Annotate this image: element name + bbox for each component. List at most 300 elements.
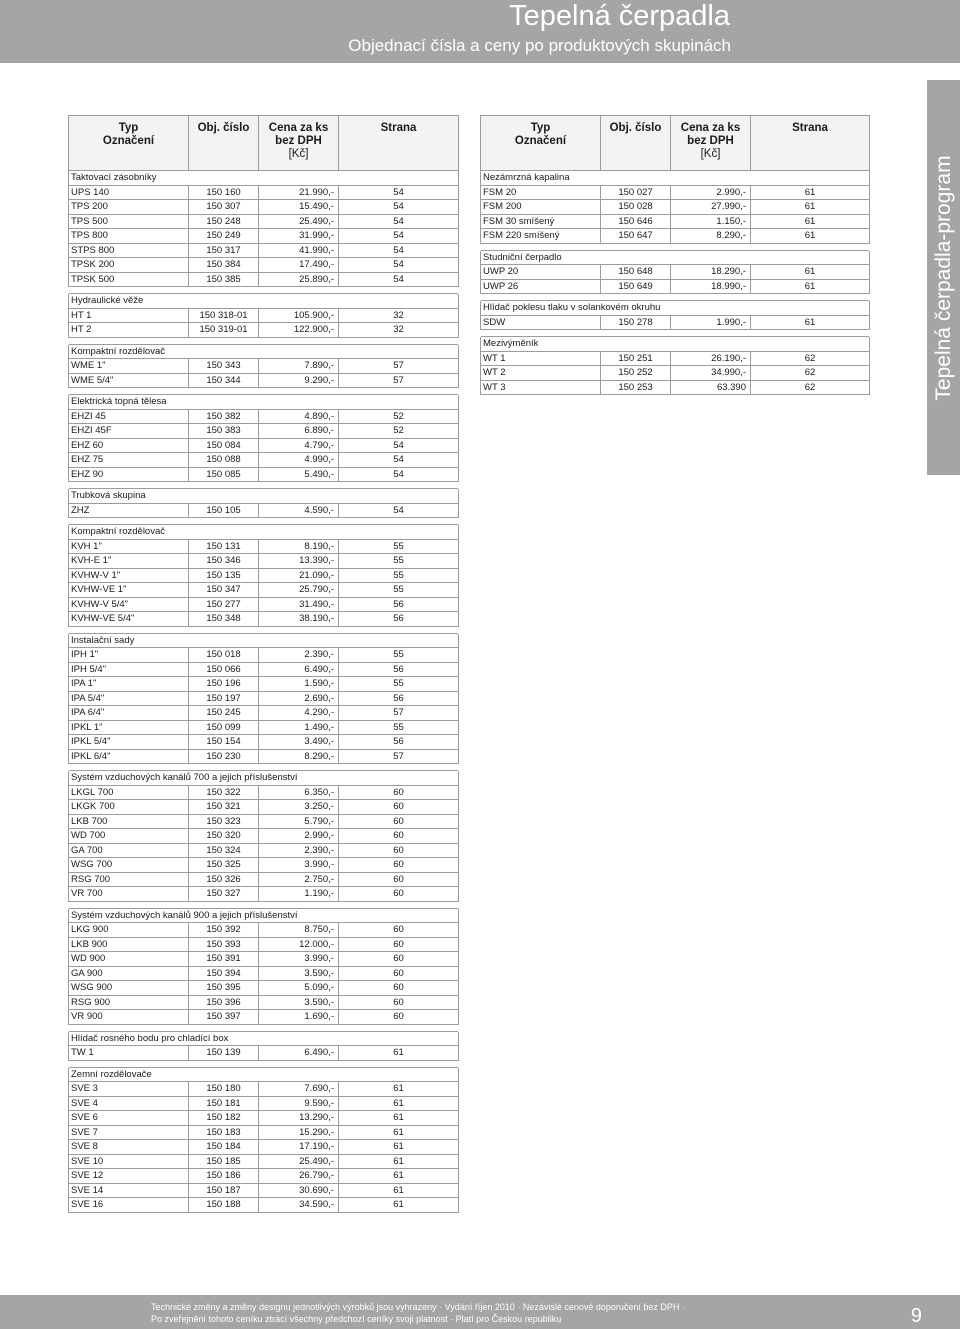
table-row xyxy=(69,272,459,287)
group-spacer xyxy=(481,243,870,250)
cell-price: 6.490,- xyxy=(259,662,339,677)
cell-price: 3.590,- xyxy=(259,966,339,981)
cell-type: SVE 6 xyxy=(69,1111,189,1126)
table-row xyxy=(69,1169,459,1184)
cell-type: SVE 16 xyxy=(69,1198,189,1213)
cell-type: WSG 900 xyxy=(69,981,189,996)
cell-type: IPKL 6/4" xyxy=(69,749,189,764)
cell-obj-number: 150 088 xyxy=(189,453,259,468)
right-price-table xyxy=(480,115,870,395)
cell-page: 54 xyxy=(339,438,459,453)
table-row xyxy=(481,214,870,229)
cell-page: 32 xyxy=(339,308,459,323)
table-row xyxy=(69,1198,459,1213)
cell-page: 60 xyxy=(339,843,459,858)
cell-price: 17.190,- xyxy=(259,1140,339,1155)
table-row xyxy=(69,323,459,338)
cell-type: KVHW-V 1" xyxy=(69,568,189,583)
group-title: Zemní rozdělovače xyxy=(69,1067,459,1082)
table-row xyxy=(69,1096,459,1111)
cell-obj-number: 150 197 xyxy=(189,691,259,706)
table-row xyxy=(69,829,459,844)
table-row xyxy=(69,814,459,829)
cell-type: KVHW-VE 1" xyxy=(69,583,189,598)
table-header xyxy=(69,116,459,171)
cell-page: 55 xyxy=(339,720,459,735)
group-spacer xyxy=(69,518,459,525)
cell-price: 1.690,- xyxy=(259,1010,339,1025)
table-row xyxy=(69,937,459,952)
group-spacer xyxy=(481,294,870,301)
table-row xyxy=(481,185,870,200)
cell-price: 3.990,- xyxy=(259,858,339,873)
cell-obj-number: 150 251 xyxy=(601,351,671,366)
cell-obj-number: 150 396 xyxy=(189,995,259,1010)
table-row xyxy=(481,200,870,215)
group-title-row xyxy=(69,344,459,359)
cell-page: 60 xyxy=(339,858,459,873)
group-title: Hlídač rosného bodu pro chladící box xyxy=(69,1031,459,1046)
cell-price: 2.990,- xyxy=(259,829,339,844)
cell-type: KVHW-VE 5/4" xyxy=(69,612,189,627)
cell-page: 54 xyxy=(339,453,459,468)
cell-page: 60 xyxy=(339,1010,459,1025)
cell-obj-number: 150 320 xyxy=(189,829,259,844)
cell-page: 60 xyxy=(339,937,459,952)
table-header xyxy=(481,116,870,171)
cell-page: 61 xyxy=(339,1183,459,1198)
group-title: Hlídač poklesu tlaku v solankovém okruhu xyxy=(481,301,870,316)
cell-type: TPSK 200 xyxy=(69,258,189,273)
cell-obj-number: 150 277 xyxy=(189,597,259,612)
group-title-row xyxy=(481,337,870,352)
cell-obj-number: 150 347 xyxy=(189,583,259,598)
cell-obj-number: 150 185 xyxy=(189,1154,259,1169)
table-row xyxy=(69,858,459,873)
cell-price: 3.250,- xyxy=(259,800,339,815)
cell-page: 61 xyxy=(339,1198,459,1213)
cell-obj-number: 150 397 xyxy=(189,1010,259,1025)
cell-type: IPH 1" xyxy=(69,648,189,663)
cell-obj-number: 150 382 xyxy=(189,409,259,424)
cell-type: FSM 200 xyxy=(481,200,601,215)
cell-price: 9.590,- xyxy=(259,1096,339,1111)
cell-page: 61 xyxy=(339,1140,459,1155)
cell-obj-number: 150 028 xyxy=(601,200,671,215)
cell-price: 7.690,- xyxy=(259,1082,339,1097)
cell-obj-number: 150 327 xyxy=(189,887,259,902)
cell-price: 13.290,- xyxy=(259,1111,339,1126)
cell-obj-number: 150 245 xyxy=(189,706,259,721)
cell-page: 54 xyxy=(339,214,459,229)
cell-obj-number: 150 131 xyxy=(189,539,259,554)
cell-page: 54 xyxy=(339,229,459,244)
col-type: Typ Označení xyxy=(481,116,601,171)
group-title: Taktovací zásobníky xyxy=(69,171,459,186)
cell-obj-number: 150 346 xyxy=(189,554,259,569)
cell-type: WSG 700 xyxy=(69,858,189,873)
table-row xyxy=(69,453,459,468)
table-row xyxy=(69,995,459,1010)
footer-note-1: Technické změny a změny designu jednotlivých výrobků jsou vyhrazeny · Vydání říjen 2010 · Nezávislé cenové doporučení bez DPH · xyxy=(151,1302,685,1312)
cell-type: LKG 900 xyxy=(69,923,189,938)
cell-page: 61 xyxy=(339,1111,459,1126)
cell-page: 55 xyxy=(339,648,459,663)
cell-price: 27.990,- xyxy=(671,200,751,215)
table-row xyxy=(69,662,459,677)
cell-type: TPS 800 xyxy=(69,229,189,244)
table-row xyxy=(69,872,459,887)
cell-price: 25.790,- xyxy=(259,583,339,598)
table-row xyxy=(69,1125,459,1140)
cell-price: 4.990,- xyxy=(259,453,339,468)
cell-price: 105.900,- xyxy=(259,308,339,323)
group-title-row xyxy=(69,489,459,504)
table-row xyxy=(69,843,459,858)
cell-page: 52 xyxy=(339,424,459,439)
cell-type: WT 2 xyxy=(481,366,601,381)
cell-obj-number: 150 343 xyxy=(189,359,259,374)
page-footer xyxy=(0,1295,960,1329)
table-row xyxy=(69,720,459,735)
cell-type: EHZ 60 xyxy=(69,438,189,453)
cell-price: 34.590,- xyxy=(259,1198,339,1213)
group-title-row xyxy=(69,908,459,923)
cell-price: 25.490,- xyxy=(259,1154,339,1169)
cell-page: 61 xyxy=(751,200,870,215)
group-spacer xyxy=(69,287,459,294)
cell-page: 57 xyxy=(339,706,459,721)
cell-price: 26.190,- xyxy=(671,351,751,366)
cell-price: 5.490,- xyxy=(259,467,339,482)
table-row xyxy=(69,735,459,750)
cell-page: 61 xyxy=(339,1046,459,1061)
cell-type: SVE 3 xyxy=(69,1082,189,1097)
cell-type: WME 5/4" xyxy=(69,373,189,388)
group-title: Systém vzduchových kanálů 900 a jejich příslušenství xyxy=(69,908,459,923)
cell-price: 12.000,- xyxy=(259,937,339,952)
cell-price: 21.990,- xyxy=(259,185,339,200)
cell-type: KVH-E 1" xyxy=(69,554,189,569)
cell-obj-number: 150 249 xyxy=(189,229,259,244)
cell-obj-number: 150 395 xyxy=(189,981,259,996)
table-row xyxy=(481,366,870,381)
cell-obj-number: 150 183 xyxy=(189,1125,259,1140)
table-row xyxy=(69,1082,459,1097)
cell-price: 3.590,- xyxy=(259,995,339,1010)
table-row xyxy=(69,424,459,439)
cell-price: 4.790,- xyxy=(259,438,339,453)
cell-obj-number: 150 248 xyxy=(189,214,259,229)
group-title-row xyxy=(481,250,870,265)
cell-price: 18.990,- xyxy=(671,279,751,294)
table-row xyxy=(69,612,459,627)
footer-note-2: Po zveřejnění tohoto ceníku ztrácí všechny předchozí ceníky svoji platnost · Platí pro Českou republiku xyxy=(151,1314,562,1324)
cell-obj-number: 150 187 xyxy=(189,1183,259,1198)
table-row xyxy=(69,467,459,482)
table-row xyxy=(69,568,459,583)
cell-type: GA 900 xyxy=(69,966,189,981)
group-spacer xyxy=(69,1060,459,1067)
cell-price: 1.590,- xyxy=(259,677,339,692)
table-row xyxy=(69,691,459,706)
cell-page: 61 xyxy=(339,1082,459,1097)
cell-obj-number: 150 181 xyxy=(189,1096,259,1111)
cell-page: 54 xyxy=(339,185,459,200)
table-row xyxy=(69,887,459,902)
cell-type: HT 1 xyxy=(69,308,189,323)
cell-obj-number: 150 085 xyxy=(189,467,259,482)
cell-type: TW 1 xyxy=(69,1046,189,1061)
cell-page: 60 xyxy=(339,814,459,829)
cell-price: 7.890,- xyxy=(259,359,339,374)
cell-price: 8.190,- xyxy=(259,539,339,554)
cell-obj-number: 150 105 xyxy=(189,503,259,518)
cell-price: 2.990,- xyxy=(671,185,751,200)
cell-type: UPS 140 xyxy=(69,185,189,200)
col-price: Cena za ks bez DPH [Kč] xyxy=(259,116,339,171)
table-row xyxy=(69,200,459,215)
table-row xyxy=(69,554,459,569)
cell-price: 34.990,- xyxy=(671,366,751,381)
page-title: Tepelná čerpadla xyxy=(509,0,730,32)
cell-page: 61 xyxy=(751,315,870,330)
cell-page: 57 xyxy=(339,373,459,388)
cell-type: SVE 8 xyxy=(69,1140,189,1155)
table-row xyxy=(69,308,459,323)
table-row xyxy=(481,265,870,280)
table-row xyxy=(481,279,870,294)
cell-obj-number: 150 322 xyxy=(189,785,259,800)
col-obj: Obj. číslo xyxy=(189,116,259,171)
cell-page: 57 xyxy=(339,359,459,374)
cell-obj-number: 150 647 xyxy=(601,229,671,244)
cell-obj-number: 150 196 xyxy=(189,677,259,692)
cell-page: 62 xyxy=(751,366,870,381)
cell-type: SVE 10 xyxy=(69,1154,189,1169)
group-title: Studniční čerpadlo xyxy=(481,250,870,265)
cell-price: 9.290,- xyxy=(259,373,339,388)
cell-type: UWP 20 xyxy=(481,265,601,280)
cell-price: 41.990,- xyxy=(259,243,339,258)
cell-page: 54 xyxy=(339,272,459,287)
cell-obj-number: 150 383 xyxy=(189,424,259,439)
cell-obj-number: 150 384 xyxy=(189,258,259,273)
cell-page: 61 xyxy=(339,1096,459,1111)
cell-type: LKB 900 xyxy=(69,937,189,952)
cell-obj-number: 150 018 xyxy=(189,648,259,663)
col-type: Typ Označení xyxy=(69,116,189,171)
table-row xyxy=(69,800,459,815)
group-title: Hydraulické věže xyxy=(69,294,459,309)
cell-page: 54 xyxy=(339,467,459,482)
cell-price: 8.290,- xyxy=(671,229,751,244)
group-spacer xyxy=(69,482,459,489)
cell-obj-number: 150 099 xyxy=(189,720,259,735)
cell-price: 25.890,- xyxy=(259,272,339,287)
cell-obj-number: 150 325 xyxy=(189,858,259,873)
page-subtitle: Objednací čísla a ceny po produktových skupinách xyxy=(348,36,731,55)
cell-obj-number: 150 182 xyxy=(189,1111,259,1126)
cell-type: IPH 5/4" xyxy=(69,662,189,677)
group-title: Kompaktní rozdělovač xyxy=(69,344,459,359)
col-obj: Obj. číslo xyxy=(601,116,671,171)
table-row xyxy=(69,438,459,453)
cell-type: RSG 700 xyxy=(69,872,189,887)
cell-obj-number: 150 186 xyxy=(189,1169,259,1184)
table-row xyxy=(69,1183,459,1198)
cell-page: 56 xyxy=(339,735,459,750)
cell-type: IPA 5/4" xyxy=(69,691,189,706)
cell-page: 52 xyxy=(339,409,459,424)
col-page: Strana xyxy=(339,116,459,171)
cell-obj-number: 150 066 xyxy=(189,662,259,677)
cell-page: 55 xyxy=(339,539,459,554)
cell-obj-number: 150 392 xyxy=(189,923,259,938)
cell-obj-number: 150 252 xyxy=(601,366,671,381)
cell-page: 60 xyxy=(339,829,459,844)
group-title: Instalační sady xyxy=(69,633,459,648)
cell-type: UWP 26 xyxy=(481,279,601,294)
cell-obj-number: 150 180 xyxy=(189,1082,259,1097)
cell-price: 4.590,- xyxy=(259,503,339,518)
group-title-row xyxy=(481,171,870,186)
cell-obj-number: 150 027 xyxy=(601,185,671,200)
cell-page: 56 xyxy=(339,662,459,677)
cell-price: 15.490,- xyxy=(259,200,339,215)
cell-obj-number: 150 326 xyxy=(189,872,259,887)
cell-page: 57 xyxy=(339,749,459,764)
cell-page: 54 xyxy=(339,503,459,518)
cell-page: 55 xyxy=(339,554,459,569)
cell-price: 4.890,- xyxy=(259,409,339,424)
cell-price: 1.490,- xyxy=(259,720,339,735)
cell-price: 2.390,- xyxy=(259,648,339,663)
cell-type: EHZI 45F xyxy=(69,424,189,439)
cell-type: EHZ 90 xyxy=(69,467,189,482)
table-row xyxy=(69,677,459,692)
group-title: Systém vzduchových kanálů 700 a jejich příslušenství xyxy=(69,771,459,786)
table-row xyxy=(69,706,459,721)
cell-price: 8.750,- xyxy=(259,923,339,938)
table-row xyxy=(69,373,459,388)
table-row xyxy=(481,315,870,330)
cell-price: 3.490,- xyxy=(259,735,339,750)
group-title: Elektrická topná tělesa xyxy=(69,395,459,410)
cell-type: SVE 7 xyxy=(69,1125,189,1140)
cell-page: 32 xyxy=(339,323,459,338)
group-spacer xyxy=(69,388,459,395)
cell-type: VR 900 xyxy=(69,1010,189,1025)
group-title-row xyxy=(481,301,870,316)
cell-type: SVE 12 xyxy=(69,1169,189,1184)
group-spacer xyxy=(69,1024,459,1031)
cell-page: 61 xyxy=(339,1154,459,1169)
group-spacer xyxy=(69,764,459,771)
cell-obj-number: 150 135 xyxy=(189,568,259,583)
cell-type: WME 1" xyxy=(69,359,189,374)
cell-obj-number: 150 230 xyxy=(189,749,259,764)
table-row xyxy=(69,1111,459,1126)
cell-obj-number: 150 139 xyxy=(189,1046,259,1061)
cell-type: FSM 20 xyxy=(481,185,601,200)
cell-obj-number: 150 646 xyxy=(601,214,671,229)
table-row xyxy=(69,648,459,663)
cell-page: 61 xyxy=(339,1125,459,1140)
cell-type: EHZ 75 xyxy=(69,453,189,468)
table-row xyxy=(69,583,459,598)
page-number: 9 xyxy=(910,1305,922,1327)
cell-obj-number: 150 317 xyxy=(189,243,259,258)
cell-type: SVE 14 xyxy=(69,1183,189,1198)
cell-obj-number: 150 318-01 xyxy=(189,308,259,323)
group-spacer xyxy=(69,901,459,908)
group-spacer xyxy=(69,626,459,633)
cell-page: 61 xyxy=(339,1169,459,1184)
table-row xyxy=(69,1046,459,1061)
cell-page: 56 xyxy=(339,597,459,612)
group-spacer xyxy=(481,330,870,337)
cell-price: 6.490,- xyxy=(259,1046,339,1061)
cell-type: SVE 4 xyxy=(69,1096,189,1111)
cell-price: 2.390,- xyxy=(259,843,339,858)
cell-type: FSM 220 smíšený xyxy=(481,229,601,244)
cell-type: RSG 900 xyxy=(69,995,189,1010)
cell-type: TPS 500 xyxy=(69,214,189,229)
table-row xyxy=(69,229,459,244)
cell-price: 13.390,- xyxy=(259,554,339,569)
cell-page: 61 xyxy=(751,279,870,294)
cell-page: 54 xyxy=(339,258,459,273)
cell-type: IPKL 5/4" xyxy=(69,735,189,750)
cell-type: LKGL 700 xyxy=(69,785,189,800)
table-row xyxy=(69,923,459,938)
cell-obj-number: 150 344 xyxy=(189,373,259,388)
table-row xyxy=(69,749,459,764)
cell-price: 122.900,- xyxy=(259,323,339,338)
cell-obj-number: 150 393 xyxy=(189,937,259,952)
cell-price: 5.090,- xyxy=(259,981,339,996)
table-row xyxy=(69,539,459,554)
group-title-row xyxy=(69,294,459,309)
cell-price: 1.990,- xyxy=(671,315,751,330)
group-title-row xyxy=(69,633,459,648)
cell-price: 2.750,- xyxy=(259,872,339,887)
cell-obj-number: 150 307 xyxy=(189,200,259,215)
cell-page: 60 xyxy=(339,872,459,887)
table-row xyxy=(69,359,459,374)
cell-page: 62 xyxy=(751,351,870,366)
table-row xyxy=(69,1140,459,1155)
cell-obj-number: 150 321 xyxy=(189,800,259,815)
group-title-row xyxy=(69,1067,459,1082)
cell-price: 18.290,- xyxy=(671,265,751,280)
cell-page: 56 xyxy=(339,612,459,627)
table-row xyxy=(69,503,459,518)
cell-obj-number: 150 319-01 xyxy=(189,323,259,338)
table-row xyxy=(69,785,459,800)
table-row xyxy=(69,409,459,424)
col-price: Cena za ks bez DPH [Kč] xyxy=(671,116,751,171)
table-row xyxy=(69,258,459,273)
cell-type: LKB 700 xyxy=(69,814,189,829)
cell-page: 60 xyxy=(339,887,459,902)
cell-type: TPS 200 xyxy=(69,200,189,215)
table-row xyxy=(69,966,459,981)
cell-price: 31.490,- xyxy=(259,597,339,612)
cell-page: 60 xyxy=(339,952,459,967)
cell-obj-number: 150 324 xyxy=(189,843,259,858)
